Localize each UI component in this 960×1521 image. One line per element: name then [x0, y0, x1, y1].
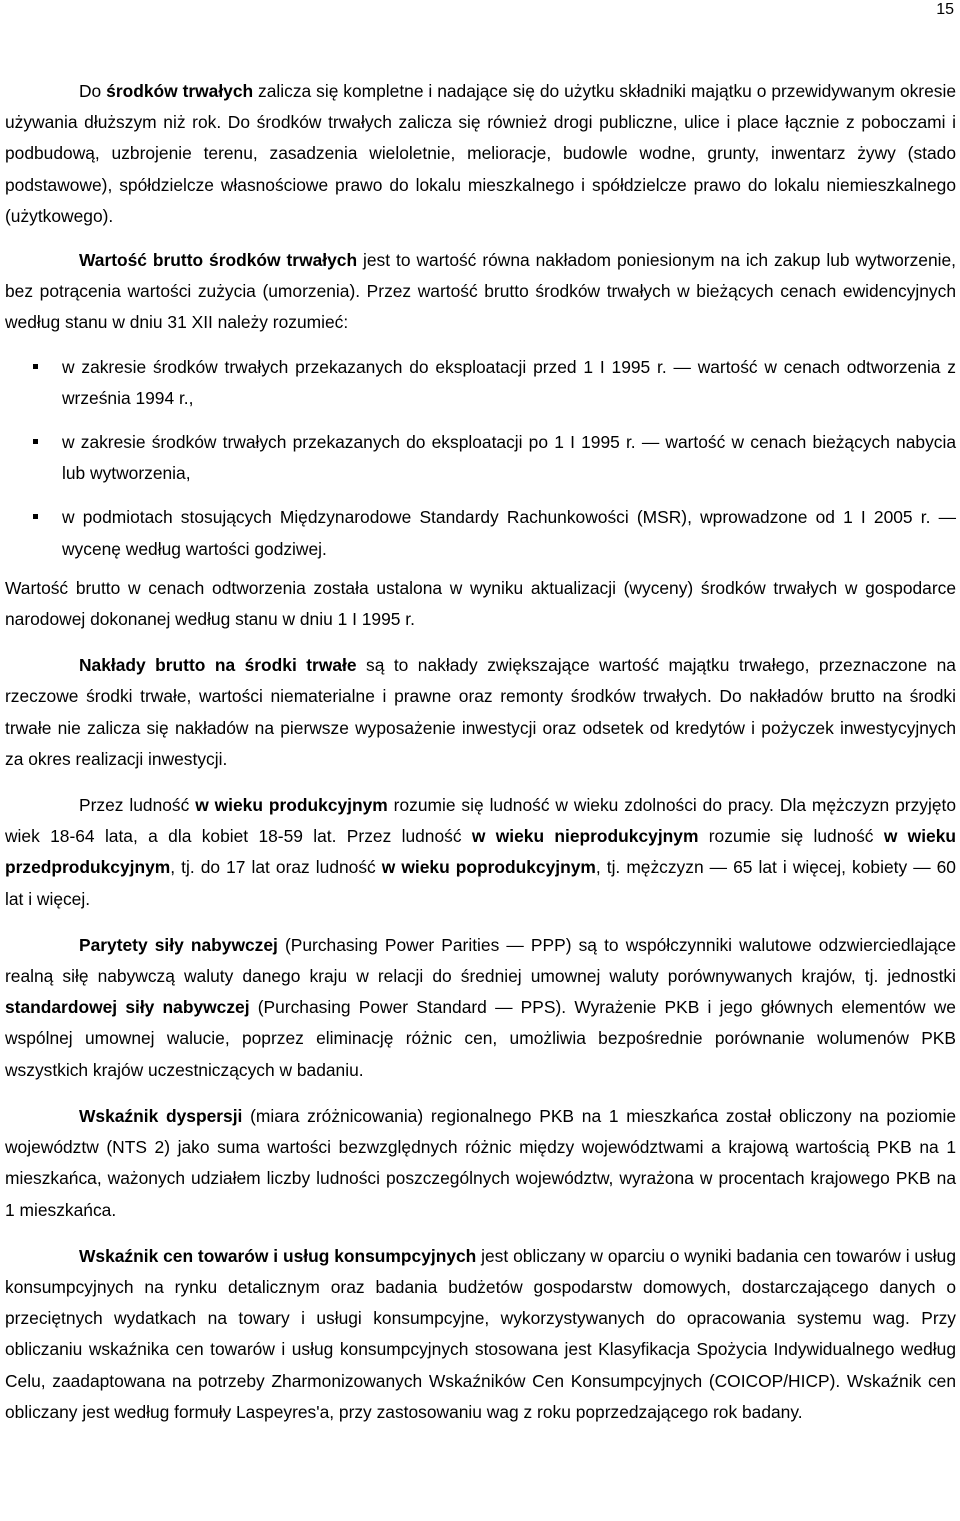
term-dispersion-index: Wskaźnik dyspersji	[79, 1105, 243, 1126]
term-pre-working-age: w wieku przedprodukcyjnym	[5, 826, 957, 878]
text: rozumie się ludność w wieku zdolności do pracy. Dla mężczyzn przyjęto wiek 18-64 lata, a dla kobiet 18-59 lat. Przez ludność	[5, 795, 956, 847]
term-working-age: w wieku produkcyjnym	[195, 795, 388, 816]
paragraph-replacement-value	[5, 573, 956, 635]
term-fixed-assets: środków trwałych	[106, 81, 254, 101]
term-gross-value: Wartość brutto środków trwałych	[79, 250, 358, 271]
term-pps: standardowej siły nabywczej	[5, 997, 250, 1018]
text: zalicza się kompletne i nadające się do użytku składniki majątku o przewidywanym okresie używania dłuższym niż rok. Do środków trwałych zalicza się również drogi publiczne, ulice i place łącznie z poboczami i podbudową, uzbrojenie terenu, zasadzenia wieloletnie, melioracje, budowle wodne, grunty, inwentarz żywy (stado podstawowe), spółdzielcze własnościowe prawo do lokalu mieszkalnego i spółdzielcze prawo do lokalu niemieszkalnego (użytkowego).	[5, 81, 956, 226]
text: jest to wartość równa nakładom poniesionym na ich zakup lub wytworzenie, bez potrącenia wartości zużycia (umorzenia). Przez wartość brutto środków trwałych w bieżących cenach ewidencyjnych według stanu w dniu 31 XII należy rozumieć:	[5, 250, 956, 333]
bullet-square-icon	[33, 439, 38, 444]
text: Przez ludność	[79, 795, 196, 816]
list-item-text: w zakresie środków trwałych przekazanych do eksploatacji przed 1 I 1995 r. — wartość w cenach odtworzenia z września 1994 r.,	[62, 356, 956, 408]
list-item	[5, 502, 956, 564]
term-cpi: Wskaźnik cen towarów i usług konsumpcyjnych	[79, 1245, 477, 1266]
term-ppp: Parytety siły nabywczej	[79, 934, 278, 955]
paragraph-fixed-assets	[5, 76, 956, 232]
bullet-square-icon	[33, 364, 38, 369]
text: (Purchasing Power Standard — PPS). Wyrażenie PKB i jego głównych elementów we wspólnej umownej walucie, poprzez eliminację różnic cen, umożliwia bezpośrednie porównanie wolumenów PKB wszystkich krajów uczestniczących w badaniu.	[5, 997, 956, 1080]
document-body	[5, 76, 956, 1428]
paragraph-dispersion-index	[5, 1101, 956, 1226]
text: (miara zróżnicowania) regionalnego PKB na 1 mieszkańca został obliczony na poziomie województw (NTS 2) jako suma wartości bezwzględnych różnic między województwami a krajową wartością PKB na 1 mieszkańca, ważonych udziałem liczby ludności poszczególnych województw, wyrażona w procentach krajowego PKB na 1 mieszkańca.	[5, 1105, 956, 1220]
list-item-text: w podmiotach stosujących Międzynarodowe Standardy Rachunkowości (MSR), wprowadzone od 1 I 2005 r. — wycenę według wartości godziwej.	[62, 507, 956, 559]
paragraph-ppp	[5, 930, 956, 1086]
text: Wartość brutto w cenach odtworzenia została ustalona w wyniku aktualizacji (wyceny) środków trwałych w gospodarce narodowej dokonanej według stanu w dniu 1 I 1995 r.	[5, 577, 956, 630]
paragraph-capital-expenditure	[5, 650, 956, 775]
list-item-text: w zakresie środków trwałych przekazanych do eksploatacji po 1 I 1995 r. — wartość w cenach bieżących nabycia lub wytworzenia,	[62, 432, 956, 484]
text: jest obliczany w oparciu o wyniki badania cen towarów i usług konsumpcyjnych na rynku detalicznym oraz badania budżetów gospodarstw domowych, dostarczającego danych o przeciętnych wydatkach na towary i usługi konsumpcyjne, wykorzystywanych do opracowania systemu wag. Przy obliczaniu wskaźnika cen towarów i usług konsumpcyjnych stosowana jest Klasyfikacja Spożycia Indywidualnego według Celu, zaadaptowana na potrzeby Zharmonizowanych Wskaźników Cen Konsumpcyjnych (COICOP/HICP). Wskaźnik cen obliczany jest według formuły Laspeyres'a, przy zastosowaniu wag z roku poprzedzającego rok badany.	[5, 1245, 956, 1422]
text: rozumie się ludność	[698, 826, 884, 847]
term-non-working-age: w wieku nieprodukcyjnym	[471, 826, 699, 847]
bullet-square-icon	[33, 514, 38, 519]
paragraph-gross-value	[5, 245, 956, 339]
list-item	[5, 352, 956, 414]
list-item	[5, 427, 956, 489]
text: , tj. do 17 lat oraz ludność	[170, 857, 382, 878]
paragraph-working-age	[5, 790, 956, 915]
text: Do	[79, 81, 107, 101]
valuation-list	[5, 352, 956, 565]
text: , tj. mężczyzn — 65 lat i więcej, kobiety — 60 lat i więcej.	[5, 857, 956, 909]
term-capital-expenditure: Nakłady brutto na środki trwałe	[79, 655, 357, 676]
paragraph-cpi	[5, 1241, 956, 1428]
text: są to nakłady zwiększające wartość majątku trwałego, przeznaczone na rzeczowe środki trwałe, wartości niematerialne i prawne oraz remonty środków trwałych. Do nakładów brutto na środki trwałe nie zalicza się nakładów na pierwsze wyposażenie inwestycji oraz odsetek od kredytów i pożyczek inwestycyjnych za okres realizacji inwestycji.	[5, 655, 956, 769]
text: (Purchasing Power Parities — PPP) są to współczynniki walutowe odzwierciedlające realną siłę nabywczą waluty danego kraju w relacji do średniej umownej waluty porównywanych krajów, tj. jednostki	[5, 934, 956, 987]
page-number: 15	[936, 1, 954, 18]
term-post-working-age: w wieku poprodukcyjnym	[381, 857, 596, 878]
